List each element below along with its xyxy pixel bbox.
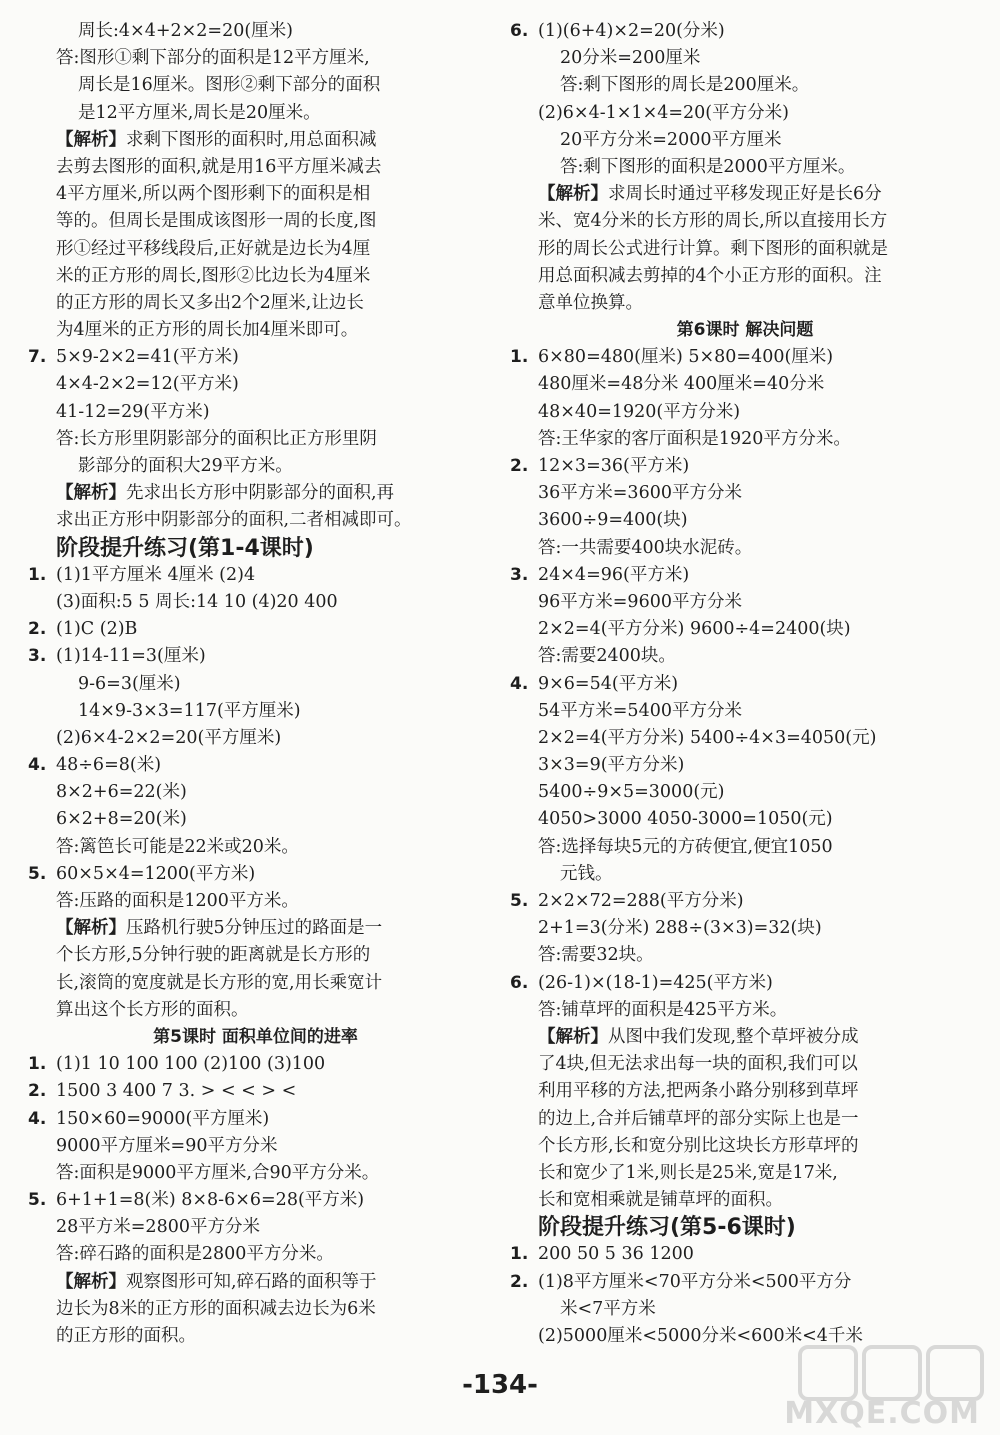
line-text: 答:需要2400块。 — [538, 646, 676, 667]
answer-line — [510, 861, 980, 888]
line-text: 从图中我们发现,整个草坪被分成 — [608, 1026, 859, 1047]
answer-line — [510, 507, 980, 534]
line-text: 了4块,但无法求出每一块的面积,我们可以 — [538, 1054, 858, 1075]
question-number: 1. — [510, 347, 529, 368]
answer-line — [28, 263, 483, 290]
line-text: 2+1=3(分米) 288÷(3×3)=32(块) — [538, 918, 822, 939]
question-number: 2. — [510, 456, 529, 476]
answer-line — [510, 535, 980, 562]
line-text: (1)1 10 100 100 (2)100 (3)100 — [56, 1054, 326, 1075]
line-text: 5400÷9×5=3000(元) — [538, 782, 725, 803]
answer-line — [510, 698, 980, 725]
line-text: 等的。但周长是围成该图形一周的长度,图 — [56, 211, 377, 232]
answer-line — [28, 127, 483, 154]
line-text: 6+1+1=8(米) 8×8-6×6=28(平方米) — [56, 1190, 365, 1211]
numbered-answer-line — [28, 1051, 483, 1078]
line-text: 先求出长方形中阴影部分的面积,再 — [126, 483, 395, 504]
answer-line — [28, 1160, 483, 1187]
question-number: 3. — [510, 564, 529, 585]
line-text: 4×4-2×2=12(平方米) — [56, 374, 239, 395]
answer-line — [28, 208, 483, 235]
numbered-answer-line — [510, 453, 980, 480]
line-text: 长,滚筒的宽度就是长方形的宽,用长乘宽计 — [56, 972, 383, 993]
line-text: 答:图形①剩下部分的面积是12平方厘米, — [56, 48, 370, 69]
answer-line — [28, 317, 483, 344]
answer-line — [510, 426, 980, 453]
left-column — [28, 18, 483, 1350]
answer-line — [28, 779, 483, 806]
answer-line — [28, 698, 483, 725]
line-text: (1)(6+4)×2=20(分米) — [538, 21, 725, 41]
line-text: (1)14-11=3(厘米) — [56, 646, 206, 667]
line-text: 米<7平方米 — [560, 1298, 656, 1319]
line-text: 求出正方形中阴影部分的面积,二者相减即可。 — [56, 510, 412, 531]
numbered-answer-line — [28, 1187, 483, 1214]
numbered-answer-line — [510, 344, 980, 371]
answer-line — [510, 371, 980, 398]
analysis-tag: 【解析】 — [56, 918, 126, 939]
answer-line — [510, 589, 980, 616]
answer-line — [28, 725, 483, 752]
line-text: 答:一共需要400块水泥砖。 — [538, 537, 753, 558]
answer-line — [28, 915, 483, 942]
numbered-answer-line — [28, 861, 483, 888]
answer-line — [28, 1214, 483, 1241]
line-text: 20平方分米=2000平方厘米 — [560, 129, 782, 150]
answer-line — [510, 100, 980, 127]
answer-line — [28, 154, 483, 181]
answer-line — [28, 507, 483, 534]
answer-line — [510, 263, 980, 290]
numbered-answer-line — [28, 1106, 483, 1133]
line-text: 去剪去图形的面积,就是用16平方厘米减去 — [56, 156, 382, 177]
answer-line — [510, 1187, 980, 1214]
answer-line — [28, 1133, 483, 1160]
line-text: 米、宽4分米的长方形的周长,所以直接用长方 — [538, 211, 888, 232]
answer-line — [28, 399, 483, 426]
line-text: 6×80=480(厘米) 5×80=400(厘米) — [538, 347, 834, 368]
analysis-tag: 【解析】 — [56, 483, 126, 504]
line-text: 答:压路的面积是1200平方米。 — [56, 891, 299, 911]
question-number: 5. — [510, 891, 529, 911]
answer-line — [510, 942, 980, 969]
line-text: (26-1)×(18-1)=425(平方米) — [538, 972, 773, 993]
answer-line — [510, 1106, 980, 1133]
line-text: (1)8平方厘米<70平方分米<500平方分 — [538, 1271, 852, 1292]
line-text: (2)6×4-2×2=20(平方厘米) — [56, 727, 282, 748]
answer-line — [28, 834, 483, 861]
line-text: 周长:4×4+2×2=20(厘米) — [78, 21, 294, 41]
line-text: 个长方形,5分钟行驶的距离就是长方形的 — [56, 945, 371, 966]
line-text: 36平方米=3600平方分米 — [538, 483, 742, 504]
question-number: 1. — [510, 1244, 529, 1265]
line-text: 答:剩下图形的面积是2000平方厘米。 — [560, 156, 856, 177]
numbered-answer-line — [510, 562, 980, 589]
answer-line — [510, 643, 980, 670]
numbered-answer-line — [510, 1269, 980, 1296]
watermark-text: MXQE.COM — [784, 1396, 980, 1431]
question-number: 5. — [28, 863, 47, 884]
line-text: 2×2=4(平方分米) 5400÷4×3=4050(元) — [538, 727, 877, 748]
line-text: 个长方形,长和宽分别比这块长方形草坪的 — [538, 1135, 859, 1156]
answer-line — [510, 181, 980, 208]
line-text: 3×3=9(平方分米) — [538, 755, 685, 776]
answer-line — [28, 480, 483, 507]
line-text: 求剩下图形的面积时,用总面积减 — [126, 129, 377, 150]
section-heading: 第5课时 面积单位间的进率 — [153, 1026, 358, 1047]
answer-line — [510, 616, 980, 643]
answer-line — [28, 1269, 483, 1296]
question-number: 4. — [28, 1108, 47, 1129]
line-text: 形的周长公式进行计算。剩下图形的面积就是 — [538, 238, 888, 259]
answer-line — [510, 1296, 980, 1323]
line-text: 4050>3000 4050-3000=1050(元) — [538, 809, 833, 830]
answer-line — [510, 779, 980, 806]
line-text: 答:王华家的客厅面积是1920平方分米。 — [538, 428, 851, 449]
answer-line — [510, 72, 980, 99]
question-number: 4. — [28, 755, 47, 776]
line-text: 12×3=36(平方米) — [538, 456, 690, 476]
line-text: 14×9-3×3=117(平方厘米) — [78, 700, 301, 721]
line-text: 的正方形的面积。 — [56, 1326, 196, 1346]
line-text: 5×9-2×2=41(平方米) — [56, 347, 239, 368]
line-text: 答:碎石路的面积是2800平方分米。 — [56, 1244, 334, 1265]
section-heading: 阶段提升练习(第1-4课时) — [56, 535, 314, 561]
right-column — [510, 18, 980, 1350]
page-number: -134- — [462, 1370, 538, 1400]
line-text: 长和宽少了1米,则长是25米,宽是17米, — [538, 1162, 838, 1183]
line-text: 的正方形的周长又多出2个2厘米,让边长 — [56, 292, 364, 313]
answer-line — [510, 399, 980, 426]
line-text: 8×2+6=22(米) — [56, 782, 187, 803]
answer-line — [510, 1051, 980, 1078]
answer-line — [510, 725, 980, 752]
line-text: 48÷6=8(米) — [56, 755, 162, 776]
answer-line — [28, 371, 483, 398]
numbered-answer-line — [510, 970, 980, 997]
answer-line — [510, 752, 980, 779]
question-number: 7. — [28, 347, 47, 368]
line-text: 9-6=3(厘米) — [78, 673, 181, 694]
answer-line — [28, 997, 483, 1024]
answer-line — [510, 236, 980, 263]
line-text: 观察图形可知,碎石路的面积等于 — [126, 1271, 377, 1292]
line-text: 41-12=29(平方米) — [56, 401, 210, 422]
answer-line — [28, 1296, 483, 1323]
answer-line — [28, 1323, 483, 1350]
question-number: 1. — [28, 1054, 47, 1075]
line-text: 答:剩下图形的周长是200厘米。 — [560, 75, 810, 96]
question-number: 4. — [510, 673, 529, 694]
line-text: 答:选择每块5元的方砖便宜,便宜1050 — [538, 836, 833, 857]
section-heading: 第6课时 解决问题 — [676, 320, 814, 341]
line-text: 60×5×4=1200(平方米) — [56, 863, 256, 884]
answer-line — [510, 1078, 980, 1105]
answer-line — [28, 181, 483, 208]
line-text: 边长为8米的正方形的面积减去边长为6米 — [56, 1298, 376, 1319]
analysis-tag: 【解析】 — [56, 129, 126, 150]
line-text: 算出这个长方形的面积。 — [56, 999, 249, 1020]
analysis-tag: 【解析】 — [538, 184, 608, 205]
answer-line — [28, 942, 483, 969]
answer-line — [28, 1241, 483, 1268]
answer-line — [510, 208, 980, 235]
question-number: 5. — [28, 1190, 47, 1211]
line-text: (2)5000厘米<5000分米<600米<4千米 — [538, 1326, 863, 1346]
line-text: 用总面积减去剪掉的4个小正方形的面积。注 — [538, 265, 882, 286]
answer-line — [28, 290, 483, 317]
analysis-tag: 【解析】 — [538, 1026, 608, 1047]
numbered-answer-line — [28, 752, 483, 779]
answer-line — [28, 970, 483, 997]
line-text: 影部分的面积大29平方米。 — [78, 456, 293, 476]
line-text: 为4厘米的正方形的周长加4厘米即可。 — [56, 320, 359, 341]
line-text: 答:面积是9000平方厘米,合90平方分米。 — [56, 1162, 380, 1183]
numbered-answer-line — [28, 643, 483, 670]
answer-line — [510, 154, 980, 181]
watermark-logo — [784, 1343, 986, 1431]
numbered-answer-line — [28, 616, 483, 643]
line-text: 48×40=1920(平方分米) — [538, 401, 741, 422]
line-text: 是12平方厘米,周长是20厘米。 — [78, 102, 321, 123]
line-text: (1)1平方厘米 4厘米 (2)4 — [56, 564, 256, 585]
line-text: 480厘米=48分米 400厘米=40分米 — [538, 374, 825, 395]
line-text: 200 50 5 36 1200 — [538, 1244, 694, 1265]
answer-line — [510, 290, 980, 317]
answer-line — [510, 1024, 980, 1051]
answer-line — [510, 480, 980, 507]
answer-line — [510, 1160, 980, 1187]
line-text: 150×60=9000(平方厘米) — [56, 1108, 270, 1129]
line-text: 2×2×72=288(平方分米) — [538, 891, 744, 911]
line-text: 长和宽相乘就是铺草坪的面积。 — [538, 1190, 783, 1211]
line-text: 54平方米=5400平方分米 — [538, 700, 742, 721]
numbered-answer-line — [510, 671, 980, 698]
line-text: 米的正方形的周长,图形②比边长为4厘米 — [56, 265, 371, 286]
line-text: 3600÷9=400(块) — [538, 510, 688, 531]
answer-line — [510, 127, 980, 154]
question-number: 1. — [28, 564, 47, 585]
numbered-answer-line — [510, 18, 980, 45]
watermark-stamp-icon — [796, 1343, 986, 1403]
line-text: 压路机行驶5分钟压过的路面是一 — [126, 918, 383, 939]
answer-line — [28, 671, 483, 698]
line-text: 9×6=54(平方米) — [538, 673, 679, 694]
answer-line — [28, 453, 483, 480]
answer-line — [28, 72, 483, 99]
line-text: 2×2=4(平方分米) 9600÷4=2400(块) — [538, 619, 851, 640]
question-number: 2. — [28, 1081, 47, 1102]
line-text: 28平方米=2800平方分米 — [56, 1217, 260, 1238]
numbered-answer-line — [510, 1241, 980, 1268]
answer-line — [28, 806, 483, 833]
answer-line — [510, 834, 980, 861]
answer-line — [510, 1133, 980, 1160]
numbered-answer-line — [510, 888, 980, 915]
line-text: 24×4=96(平方米) — [538, 564, 690, 585]
numbered-answer-line — [28, 1078, 483, 1105]
line-text: 形①经过平移线段后,正好就是边长为4厘 — [56, 238, 371, 259]
answer-line — [28, 426, 483, 453]
line-text: (3)面积:5 5 周长:14 10 (4)20 400 — [56, 591, 338, 612]
line-text: 周长是16厘米。图形②剩下部分的面积 — [78, 75, 381, 96]
line-text: 答:铺草坪的面积是425平方米。 — [538, 999, 788, 1020]
analysis-tag: 【解析】 — [56, 1271, 126, 1292]
answer-line — [28, 100, 483, 127]
answer-line — [510, 806, 980, 833]
line-text: (2)6×4-1×1×4=20(平方分米) — [538, 102, 789, 123]
line-text: 求周长时通过平移发现正好是长6分 — [608, 184, 882, 205]
line-text: 利用平移的方法,把两条小路分别移到草坪 — [538, 1081, 859, 1102]
answer-line — [28, 888, 483, 915]
section-heading: 阶段提升练习(第5-6课时) — [538, 1215, 796, 1241]
answer-line — [510, 915, 980, 942]
question-number: 2. — [28, 619, 47, 640]
line-text: 1500 3 400 7 3. > < < > < — [56, 1081, 297, 1102]
line-text: 4平方厘米,所以两个图形剩下的面积是相 — [56, 184, 371, 205]
question-number: 2. — [510, 1271, 529, 1292]
line-text: 20分米=200厘米 — [560, 48, 701, 69]
line-text: 96平方米=9600平方分米 — [538, 591, 742, 612]
question-number: 3. — [28, 646, 47, 667]
answer-line — [28, 589, 483, 616]
line-text: 答:篱笆长可能是22米或20米。 — [56, 836, 299, 857]
line-text: 答:长方形里阴影部分的面积比正方形里阴 — [56, 428, 377, 449]
answer-line — [510, 997, 980, 1024]
line-text: 6×2+8=20(米) — [56, 809, 187, 830]
line-text: (1)C (2)B — [56, 619, 138, 640]
line-text: 9000平方厘米=90平方分米 — [56, 1135, 278, 1156]
question-number: 6. — [510, 21, 529, 41]
line-text: 元钱。 — [560, 863, 613, 884]
answer-line — [28, 18, 483, 45]
question-number: 6. — [510, 972, 529, 993]
answer-line — [510, 45, 980, 72]
numbered-answer-line — [28, 562, 483, 589]
answer-line — [28, 236, 483, 263]
line-text: 的边上,合并后铺草坪的部分实际上也是一 — [538, 1108, 859, 1129]
line-text: 意单位换算。 — [538, 292, 643, 313]
answer-line — [28, 45, 483, 72]
numbered-answer-line — [28, 344, 483, 371]
line-text: 答:需要32块。 — [538, 945, 654, 966]
